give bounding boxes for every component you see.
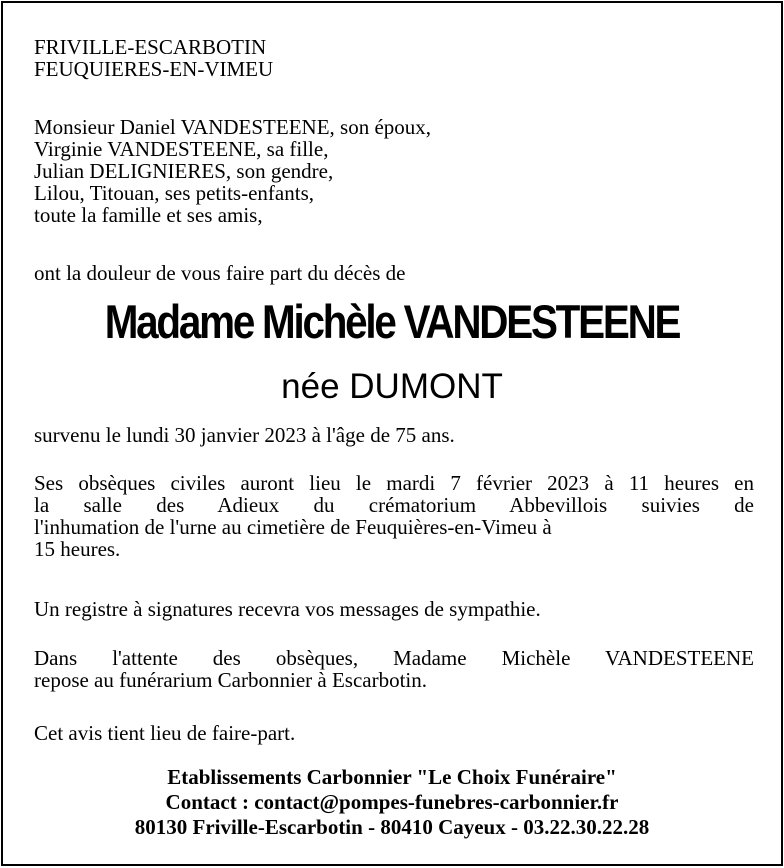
deceased-name: Madame Michèle VANDESTEENE (104, 295, 680, 348)
deceased-maiden-name: née DUMONT (281, 367, 503, 406)
notice-note-text (34, 722, 754, 744)
notice-note-line: Cet avis tient lieu de faire-part. (34, 721, 296, 745)
funeral-home-contact: Contact : contact@pompes-funebres-carbonnier.fr (165, 790, 619, 814)
funeral-line: l'inhumation de l'urne au cimetière de Feuquières-en-Vimeu à (34, 515, 552, 539)
family-member: Lilou, Titouan, ses petits-enfants, (34, 181, 314, 205)
funeral-home-address: 80130 Friville-Escarbotin - 80410 Cayeux - 03.22.30.22.28 (134, 815, 650, 839)
register-text (34, 598, 754, 620)
death-date-line: survenu le lundi 30 janvier 2023 à l'âge de 75 ans. (34, 423, 455, 447)
funeral-home-name: Etablissements Carbonnier "Le Choix Funéraire" (167, 765, 617, 789)
funeral-line: Ses obsèques civiles auront lieu le mardi 7 février 2023 à 11 heures en (34, 471, 754, 495)
family-list (34, 116, 754, 226)
funeral-home-footer (3, 765, 781, 840)
rest-line: Dans l'attente des obsèques, Madame Michèle VANDESTEENE (34, 646, 754, 670)
rest-line: repose au funérarium Carbonnier à Escarbotin. (34, 668, 428, 692)
funeral-details (34, 472, 754, 560)
funeral-line: la salle des Adieux du crématorium Abbevillois suivies de (34, 493, 754, 517)
obituary-notice (1, 1, 783, 866)
location-line: FEUQUIERES-EN-VIMEU (34, 57, 274, 81)
family-member: Virginie VANDESTEENE, sa fille, (34, 137, 329, 161)
register-line: Un registre à signatures recevra vos messages de sympathie. (34, 597, 541, 621)
rest-location-text (34, 647, 754, 691)
family-member: toute la famille et ses amis, (34, 203, 263, 227)
announcement-line: ont la douleur de vous faire part du décès de (34, 261, 406, 285)
funeral-line: 15 heures. (34, 537, 121, 561)
family-member: Julian DELIGNIERES, son gendre, (34, 159, 334, 183)
death-date-text (34, 424, 754, 446)
location-header (34, 36, 754, 80)
location-line: FRIVILLE-ESCARBOTIN (34, 35, 267, 59)
announcement-text (34, 262, 754, 284)
family-member: Monsieur Daniel VANDESTEENE, son époux, (34, 115, 432, 139)
